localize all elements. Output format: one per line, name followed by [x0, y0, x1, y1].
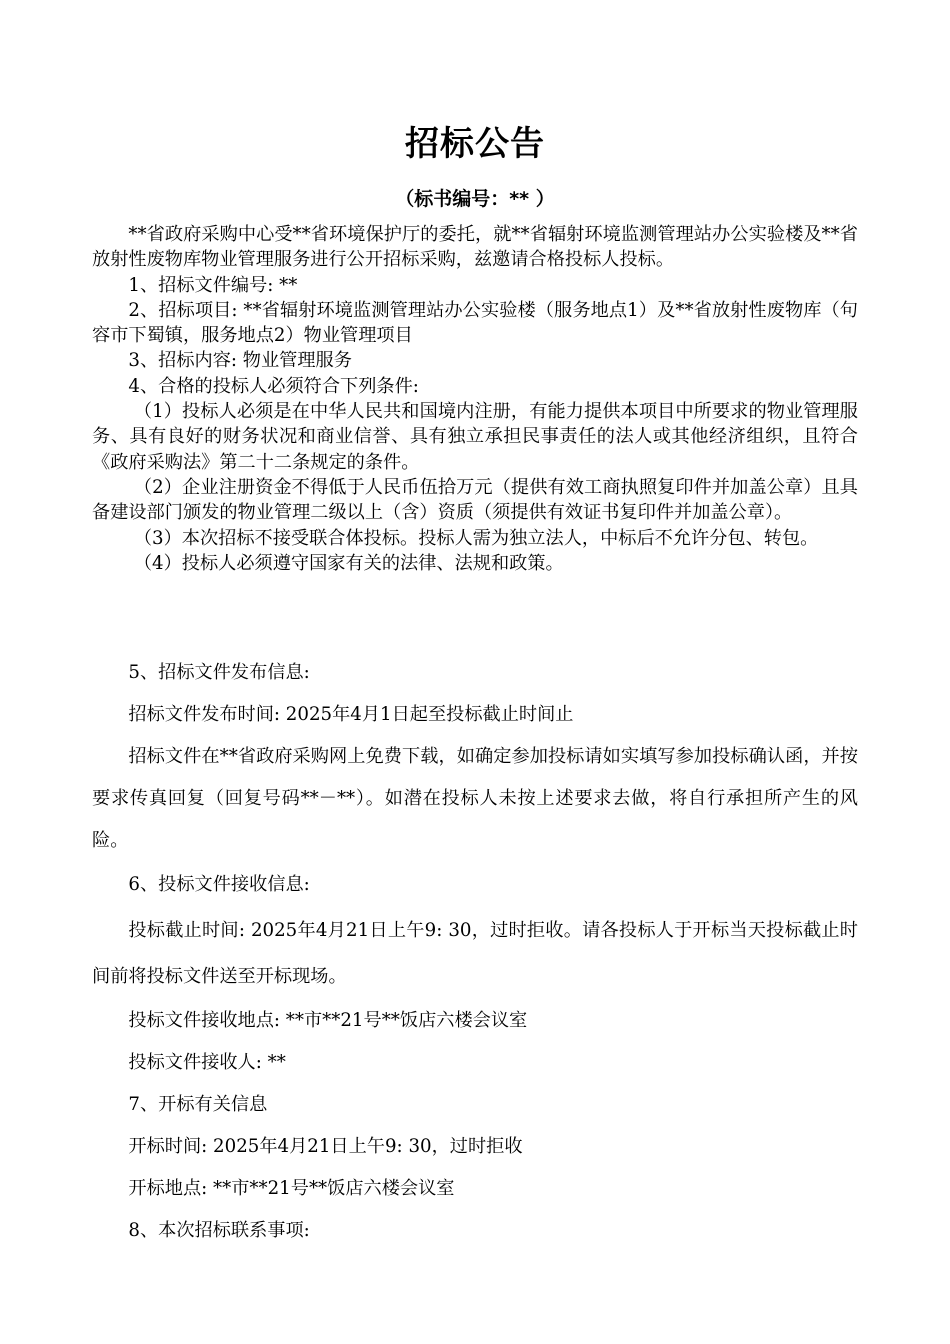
announcement-body-details	[92, 652, 858, 1252]
submission-recipient: 投标文件接收人: **	[128, 1052, 286, 1073]
item-content: 3、招标内容: 物业管理服务	[128, 350, 352, 372]
condition-2: （2）企业注册资金不得低于人民币伍拾万元（提供有效工商执照复印件并加盖公章）且具备建设部门颁发的物业管理二级以上（含）资质（须提供有效证书复印件并加盖公章）。	[92, 476, 858, 524]
submission-deadline: 投标截止时间: 2025年4月21日上午9: 30，过时拒收。请各投标人于开标当天投标截止时间前将投标文件送至开标现场。	[92, 920, 858, 987]
intro-paragraph: **省政府采购中心受**省环境保护厅的委托，就**省辐射环境监测管理站办公实验楼及**省放射性废物库物业管理服务进行公开招标采购，兹邀请合格投标人投标。	[92, 224, 858, 271]
condition-4: （4）投标人必须遵守国家有关的法律、法规和政策。	[133, 552, 564, 574]
item-release-info: 5、招标文件发布信息:	[128, 662, 310, 683]
item-opening-info: 7、开标有关信息	[128, 1094, 268, 1115]
item-submission-info: 6、投标文件接收信息:	[128, 874, 310, 895]
download-instructions: 招标文件在**省政府采购网上免费下载，如确定参加投标请如实填写参加投标确认函，并按要求传真回复（回复号码**－**）。如潜在投标人未按上述要求去做，将自行承担所产生的风险。	[92, 746, 858, 851]
item-contact: 8、本次招标联系事项:	[128, 1220, 310, 1241]
announcement-body	[92, 222, 858, 576]
item-qualifications: 4、合格的投标人必须符合下列条件:	[128, 375, 419, 397]
condition-3: （3）本次招标不接受联合体投标。投标人需为独立法人，中标后不允许分包、转包。	[133, 527, 819, 549]
release-time: 招标文件发布时间: 2025年4月1日起至投标截止时间止	[128, 704, 574, 725]
opening-location: 开标地点: **市**21号**饭店六楼会议室	[128, 1178, 455, 1199]
opening-time: 开标时间: 2025年4月21日上午9: 30，过时拒收	[128, 1136, 523, 1157]
item-project: 2、招标项目: **省辐射环境监测管理站办公实验楼（服务地点1）及**省放射性废物库（句容市下蜀镇，服务地点2）物业管理项目	[92, 299, 858, 347]
condition-1: （1）投标人必须是在中华人民共和国境内注册，有能力提供本项目中所要求的物业管理服务、具有良好的财务状况和商业信誉、具有独立承担民事责任的法人或其他经济组织，且符合《政府采购法》第二十二条规定的条件。	[92, 401, 858, 473]
submission-location: 投标文件接收地点: **市**21号**饭店六楼会议室	[128, 1010, 528, 1031]
page-title: 招标公告	[405, 124, 545, 164]
bid-number-subtitle: （标书编号：** ）	[395, 188, 555, 210]
item-document-number: 1、招标文件编号: **	[128, 274, 298, 296]
